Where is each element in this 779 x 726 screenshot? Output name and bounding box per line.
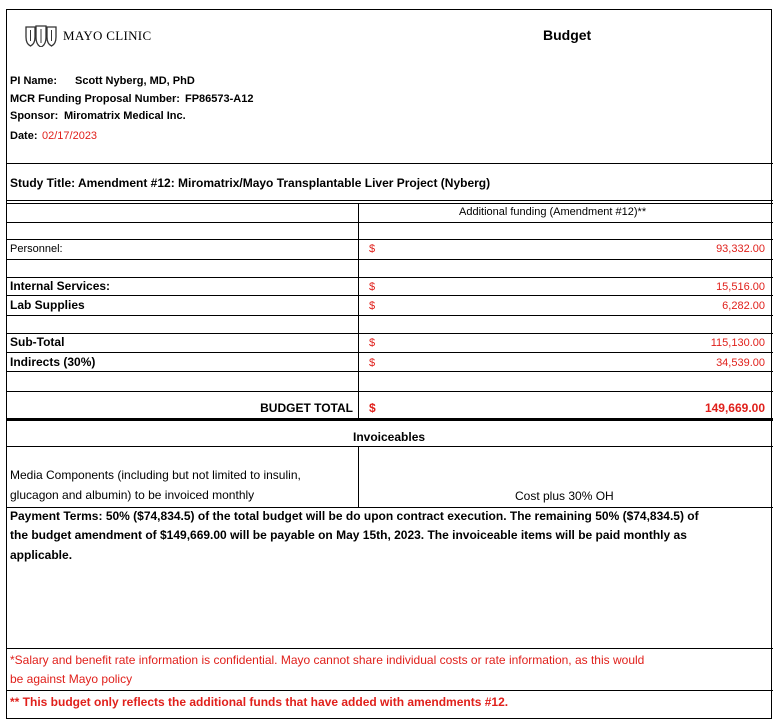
budget-total-currency: $ [369,401,376,415]
mcr-label: MCR Funding Proposal Number: [10,93,180,105]
row-amount-subtotal: 115,130.00 [710,337,765,349]
row-currency-internal-services: $ [369,281,376,293]
date-label: Date: [10,130,38,142]
page-title: Budget [543,27,592,43]
row-currency-indirects: $ [369,357,376,369]
row-currency-lab-supplies: $ [369,300,376,312]
invoiceable-item-line1: Media Components (including but not limited to insulin, [10,468,301,482]
row-amount-lab-supplies: 6,282.00 [722,300,765,312]
date-value: 02/17/2023 [42,130,98,142]
amendment-note: ** This budget only reflects the additional funds that have added with amendments #12. [10,695,509,709]
row-label-internal-services: Internal Services: [10,279,111,293]
sponsor-label: Sponsor: [10,110,59,122]
row-amount-indirects: 34,539.00 [716,357,765,369]
invoiceables-title: Invoiceables [353,430,426,444]
row-label-subtotal: Sub-Total [10,335,65,349]
mayo-clinic-logo [25,24,151,48]
payment-terms-line1: Payment Terms: 50% ($74,834.5) of the total budget will be do upon contract execution. The remaining 50% ($74,834.5) of [10,509,699,523]
row-currency-subtotal: $ [369,337,376,349]
confidentiality-note-line2: be against Mayo policy [10,672,133,686]
invoiceable-cost: Cost plus 30% OH [515,489,614,503]
invoiceable-item-line2: glucagon and albumin) to be invoiced monthly [10,488,255,502]
column-header: Additional funding (Amendment #12)** [459,206,647,218]
row-currency-personnel: $ [369,243,376,255]
budget-sheet [6,9,772,719]
brand-name: MAYO CLINIC [63,28,152,43]
payment-terms-line3: applicable. [10,548,73,562]
study-title: Study Title: Amendment #12: Miromatrix/Mayo Transplantable Liver Project (Nyberg) [10,176,491,190]
row-amount-internal-services: 15,516.00 [716,281,765,293]
pi-name: Scott Nyberg, MD, PhD [75,75,195,87]
sponsor-name: Miromatrix Medical Inc. [64,110,186,122]
payment-terms-line2: the budget amendment of $149,669.00 will be payable on May 15th, 2023. The invoiceable items will be paid monthly as [10,528,687,542]
row-label-lab-supplies: Lab Supplies [10,298,85,312]
confidentiality-note-line1: *Salary and benefit rate information is confidential. Mayo cannot share individual costs or rate information, as this would [10,653,645,667]
budget-total-label: BUDGET TOTAL [260,401,353,415]
pi-label: PI Name: [10,75,58,87]
row-amount-personnel: 93,332.00 [716,243,765,255]
budget-total-amount: 149,669.00 [704,401,765,415]
mcr-number: FP86573-A12 [185,93,254,105]
row-label-indirects: Indirects (30%) [10,355,96,369]
row-label-personnel: Personnel: [10,243,63,255]
mayo-shield-icon [25,25,57,47]
